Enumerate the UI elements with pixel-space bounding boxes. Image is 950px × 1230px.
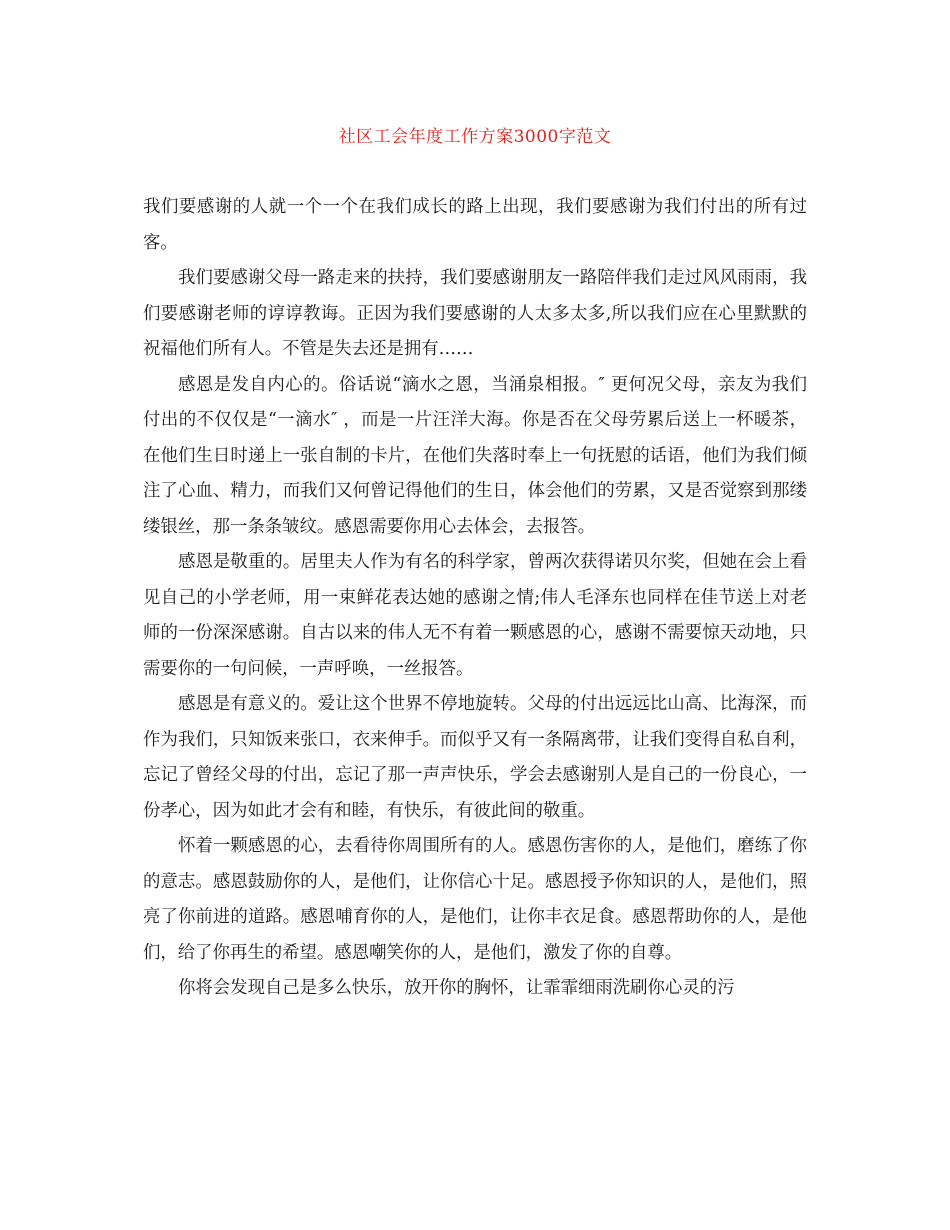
document-body — [143, 190, 807, 1007]
paragraph-5: 感恩是有意义的。爱让这个世界不停地旋转。父母的付出远远比山高、比海深，而作为我们，只知饭来张口，衣来伸手。而似乎又有一条隔离带，让我们变得自私自利，忘记了曾经父母的付出，忘记了那一声声快乐，学会去感谢别人是自己的一份良心，一份孝心，因为如此才会有和睦，有快乐，有彼此间的敬重。 — [143, 694, 807, 821]
document-title: 社区工会年度工作方案3000字范文 — [338, 127, 612, 147]
paragraph-3: 感恩是发自内心的。俗话说“滴水之恩，当涌泉相报。″ 更何况父母，亲友为我们付出的不仅仅是“一滴水″ ，而是一片汪洋大海。你是否在父母劳累后送上一杯暖茶，在他们生日时递上一张自制的卡片，在他们失落时奉上一句抚慰的话语，他们为我们倾注了心血、精力，而我们又何曾记得他们的生日，体会他们的劳累，又是否觉察到那缕缕银丝，那一条条皱纹。感恩需要你用心去体会，去报答。 — [143, 374, 807, 537]
paragraph-1: 我们要感谢的人就一个一个在我们成长的路上出现，我们要感谢为我们付出的所有过客。 — [143, 197, 807, 253]
paragraph-4: 感恩是敬重的。居里夫人作为有名的科学家，曾两次获得诺贝尔奖，但她在会上看见自己的小学老师，用一束鲜花表达她的感谢之情;伟人毛泽东也同样在佳节送上对老师的一份深深感谢。自古以来的伟人无不有着一颗感恩的心，感谢不需要惊天动地，只需要你的一句问候，一声呼唤，一丝报答。 — [143, 552, 807, 679]
paragraph-6: 怀着一颗感恩的心，去看待你周围所有的人。感恩伤害你的人，是他们，磨练了你的意志。感恩鼓励你的人，是他们，让你信心十足。感恩授予你知识的人，是他们，照亮了你前进的道路。感恩哺育你的人，是他们，让你丰衣足食。感恩帮助你的人，是他们，给了你再生的希望。感恩嘲笑你的人，是他们，激发了你的自尊。 — [143, 836, 807, 963]
paragraph-2: 我们要感谢父母一路走来的扶持，我们要感谢朋友一路陪伴我们走过风风雨雨，我们要感谢老师的谆谆教诲。正因为我们要感谢的人太多太多,所以我们应在心里默默的祝福他们所有人。不管是失去还是拥有…… — [143, 268, 807, 359]
paragraph-7: 你将会发现自己是多么快乐，放开你的胸怀，让霏霏细雨洗刷你心灵的污 — [178, 978, 735, 998]
